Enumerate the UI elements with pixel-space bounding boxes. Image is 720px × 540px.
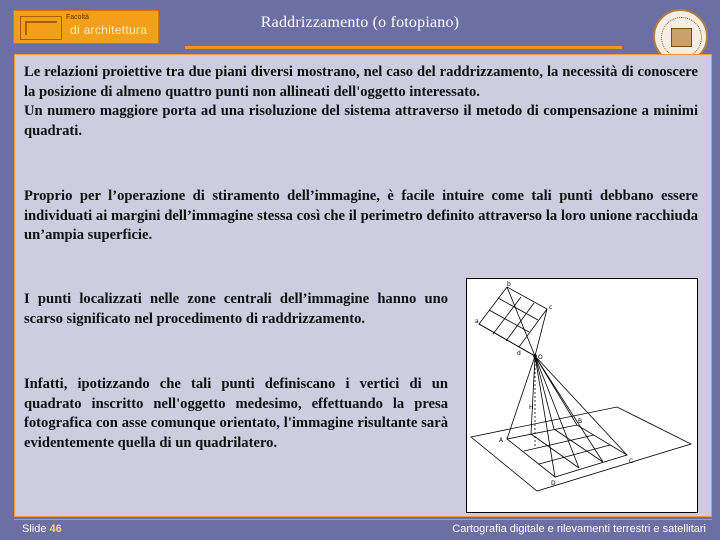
logo-faculty-text: Facoltà (66, 14, 89, 21)
slide-number-value: 46 (49, 523, 62, 535)
slide-number (22, 523, 62, 535)
paragraph-1-text: Le relazioni proiettive tra due piani diversi mostrano, nel caso del raddrizzamento, la necessità di conoscere la posizione di almeno quattro punti non allineati dell'oggetto interessato. (24, 64, 698, 100)
label-D: D (551, 480, 556, 487)
paragraph-1 (24, 63, 698, 141)
projection-ray (535, 356, 579, 468)
label-H: H (529, 404, 534, 411)
label-B: B (578, 418, 583, 425)
slide-title: Raddrizzamento (o fotopiano) (260, 14, 460, 31)
course-title: Cartografia digitale e rilevamenti terrestri e satellitari (452, 523, 706, 535)
object-grid-line (554, 429, 603, 462)
label-A: A (499, 437, 504, 444)
projection-ray (531, 356, 535, 434)
slide-label: Slide (22, 523, 47, 535)
projection-diagram-svg (467, 279, 697, 512)
label-b: b (507, 281, 511, 288)
image-plane (479, 287, 547, 347)
footer-rule (14, 519, 712, 520)
projection-center-point (533, 354, 537, 358)
projection-ray (535, 309, 547, 356)
label-a: a (475, 318, 479, 325)
label-d: d (517, 350, 521, 357)
projection-diagram (466, 278, 698, 513)
paragraph-4: Infatti, ipotizzando che tali punti definiscano i vertici di un quadrato inscritto nell'oggetto medesimo, effettuando la presa fotografica con asse comunque orientato, l'immagine risultante sarà evidentemente quella di un quadrilatero. (24, 376, 448, 451)
label-O: O (538, 354, 543, 361)
paragraph-1b-text: Un numero maggiore porta ad una risoluzione del sistema attraverso il metodo di compensazione a minimi quadrati. (24, 103, 698, 139)
object-grid-line (539, 445, 610, 464)
paragraph-2: Proprio per l’operazione di stiramento dell’immagine, è facile intuire come tali punti debbano essere individuati ai margini dell’immagine stessa così che il perimetro definito attraverso la loro unione racchiuda un’ampia superficie. (24, 188, 698, 243)
title-underline (185, 46, 622, 49)
projection-ray (519, 347, 535, 356)
projection-ray (535, 356, 554, 429)
logo-name-text: di architettura (70, 23, 148, 37)
label-c: c (549, 304, 553, 311)
object-grid-line (531, 434, 579, 468)
label-C: C (629, 458, 634, 465)
paragraph-3: I punti localizzati nelle zone centrali dell’immagine hanno uno scarso significato nel procedimento di raddrizzamento. (24, 291, 448, 327)
